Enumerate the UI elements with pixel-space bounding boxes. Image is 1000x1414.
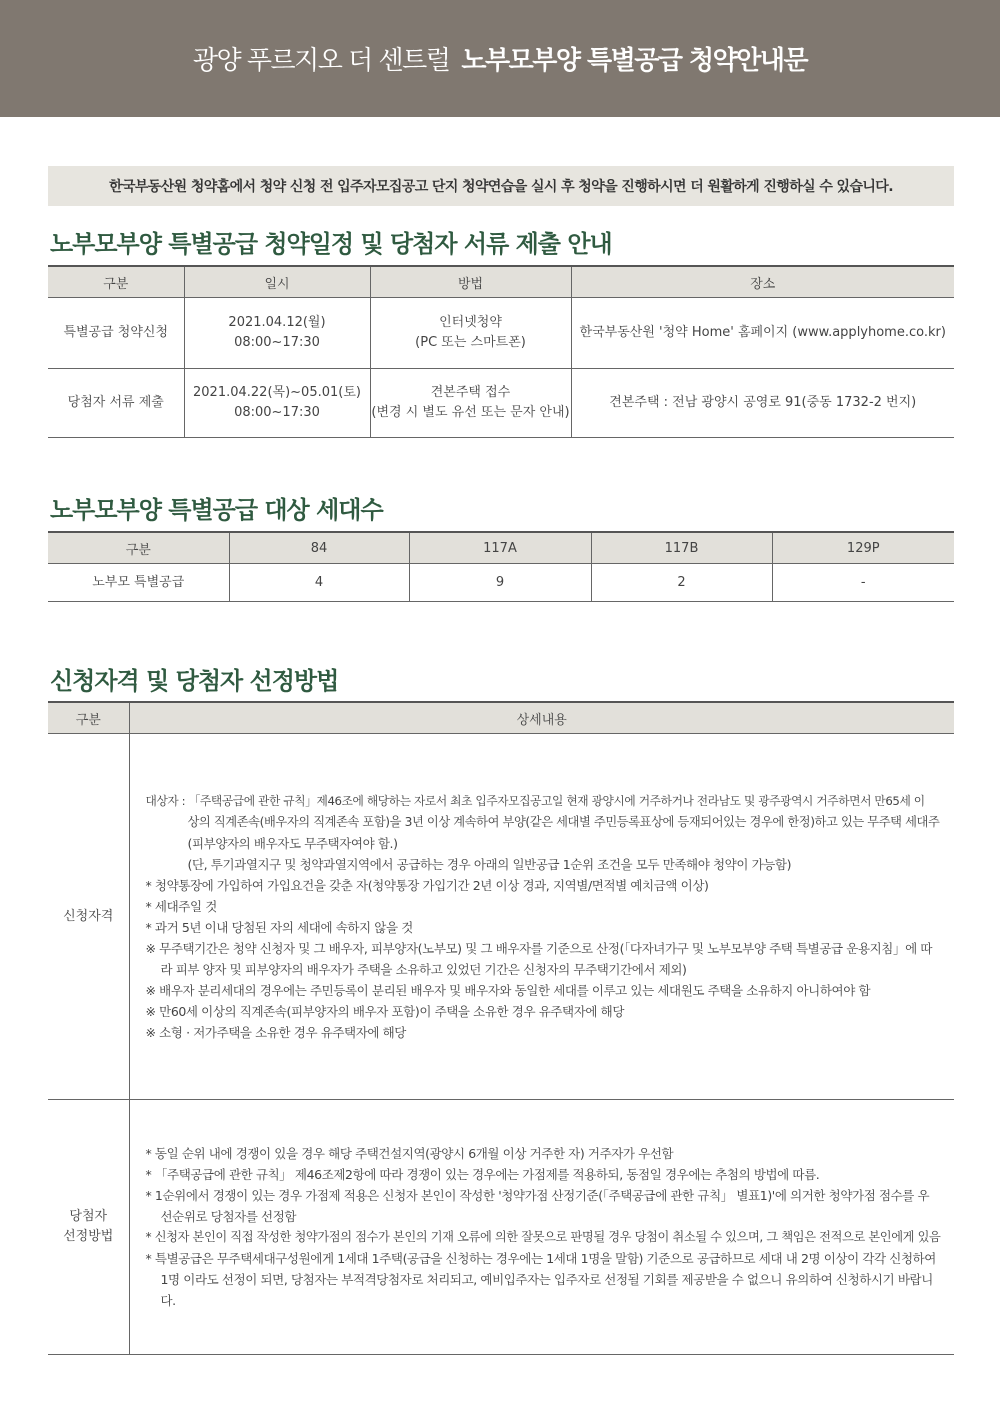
detail-line: ※ 소형 · 저가주택을 소유한 경우 유주택자에 해당 — [145, 1024, 406, 1040]
cell-value: - — [772, 564, 954, 602]
row-category: 당첨자 서류 제출 — [48, 369, 184, 438]
table-row — [48, 564, 954, 602]
header-title-normal: 광양 푸르지오 더 센트럴 — [192, 46, 450, 76]
date-line: 2021.04.22(목)~05.01(토) — [193, 385, 361, 400]
row-place: 한국부동산원 '청약 Home' 홈페이지 (www.applyhome.co.kr) — [571, 298, 954, 369]
detail-line: * 동일 순위 내에 경쟁이 있을 경우 해당 주택건설지역(광양시 6개월 이상 거주한 자) 거주자가 우선함 — [145, 1146, 674, 1161]
col-header: 구분 — [48, 532, 229, 564]
detail-line: (단, 투기과열지구 및 청약과열지역에서 공급하는 경우 아래의 일반공급 1순위 조건을 모두 만족해야 청약이 가능함) — [187, 856, 792, 872]
row-date — [184, 298, 370, 369]
detail-line: (피부양자의 배우자도 무주택자여야 함.) — [187, 835, 398, 851]
detail-line: * 1순위에서 경쟁이 있는 경우 가점제 적용은 신청자 본인이 작성한 '청약가점 산정기준(「주택공급에 관한 규칙」 별표1)'에 의거한 청약가점 점수를 우선순위로 당첨자를 선정함 — [145, 1188, 930, 1224]
col-header: 구분 — [48, 702, 129, 734]
row-label: 노부모 특별공급 — [48, 564, 229, 602]
row-method — [370, 369, 571, 438]
cell-value: 2 — [591, 564, 772, 602]
method-line: 견본주택 접수 — [430, 385, 511, 400]
col-header: 일시 — [184, 266, 370, 298]
method-note: (변경 시 별도 유선 또는 문자 안내) — [371, 405, 570, 420]
row-place: 견본주택 : 전남 광양시 공영로 91(중동 1732-2 번지) — [571, 369, 954, 438]
detail-line: * 신청자 본인이 직접 작성한 청약가점의 점수가 본인의 기재 오류에 의한 잘못으로 판명될 경우 당첨이 취소될 수 있으며, 그 책임은 전적으로 본인에게 있음 — [145, 1230, 941, 1244]
row-category: 특별공급 청약신청 — [48, 298, 184, 369]
detail-line: * 청약통장에 가입하여 가입요건을 갖춘 자(청약통장 가입기간 2년 이상 경과, 지역별/면적별 예치금액 이상) — [145, 877, 709, 893]
detail-line: ※ 만60세 이상의 직계존속(피부양자의 배우자 포함)이 주택을 소유한 경우 유주택자에 해당 — [145, 1003, 624, 1019]
detail-line: 상의 직계존속(배우자의 직계존속 포함)을 3년 이상 계속하여 부양(같은 세대별 주민등록표상에 등재되어있는 경우에 한정)하고 있는 무주택 세대주 — [187, 814, 940, 829]
households-title: 노부모부양 특별공급 대상 세대수 — [50, 495, 383, 524]
col-header: 상세내용 — [129, 702, 954, 734]
time-line: 08:00~17:30 — [234, 335, 320, 350]
header-title-bold: 노부모부양 특별공급 청약안내문 — [461, 46, 808, 76]
selection-detail — [129, 1100, 954, 1355]
col-header: 117B — [591, 532, 772, 564]
col-header: 129P — [772, 532, 954, 564]
selection-label — [48, 1100, 129, 1355]
method-line: 인터넷청약 — [439, 315, 502, 330]
selection-label-line: 당첨자 — [69, 1209, 108, 1224]
schedule-title: 노부모부양 특별공급 청약일정 및 당첨자 서류 제출 안내 — [50, 229, 612, 258]
col-header: 장소 — [571, 266, 954, 298]
row-method — [370, 298, 571, 369]
qualification-title: 신청자격 및 당첨자 선정방법 — [50, 666, 339, 695]
method-note: (PC 또는 스마트폰) — [415, 335, 526, 350]
eligibility-label: 신청자격 — [48, 734, 129, 1100]
table-row — [48, 1100, 954, 1355]
schedule-table — [48, 265, 954, 438]
detail-line: * 특별공급은 무주택세대구성원에게 1세대 1주택(공급을 신청하는 경우에는 1세대 1명을 말함) 기준으로 공급하므로 세대 내 2명 이상이 각각 신청하여 1명 이라도 선정이 되면, 당첨자는 부적격당첨자로 처리되고, 예비입주자는 입주자로 선정될 기회를 제공받을 수 없으니 유의하여 신청하시기 바랍니다. — [145, 1251, 936, 1308]
time-line: 08:00~17:30 — [234, 405, 320, 420]
table-row — [48, 298, 954, 369]
col-header: 84 — [229, 532, 409, 564]
detail-line: ※ 배우자 분리세대의 경우에는 주민등록이 분리된 배우자 및 배우자와 동일한 세대를 이루고 있는 세대원도 주택을 소유하지 아니하여야 함 — [145, 982, 871, 998]
table-header-row — [48, 266, 954, 298]
col-header: 117A — [409, 532, 591, 564]
row-date — [184, 369, 370, 438]
households-table — [48, 531, 954, 602]
qualification-table — [48, 701, 954, 1355]
detail-line: * 「주택공급에 관한 규칙」 제46조제2항에 따라 경쟁이 있는 경우에는 가점제를 적용하되, 동점일 경우에는 추첨의 방법에 따름. — [145, 1167, 820, 1182]
table-row — [48, 734, 954, 1100]
table-row — [48, 369, 954, 438]
date-line: 2021.04.12(월) — [228, 315, 326, 330]
detail-line: 대상자 : 「주택공급에 관한 규칙」제46조에 해당하는 자로서 최초 입주자모집공고일 현재 광양시에 거주하거나 전라남도 및 광주광역시 거주하면서 만65세 이 — [145, 793, 925, 808]
table-header-row — [48, 532, 954, 564]
detail-line: * 과거 5년 이내 당첨된 자의 세대에 속하지 않을 것 — [145, 919, 413, 935]
notice-banner: 한국부동산원 청약홈에서 청약 신청 전 입주자모집공고 단지 청약연습을 실시 후 청약을 진행하시면 더 원활하게 진행하실 수 있습니다. — [48, 166, 954, 206]
selection-label-line: 선정방법 — [63, 1229, 114, 1244]
table-header-row — [48, 702, 954, 734]
detail-line: * 세대주일 것 — [145, 898, 217, 914]
detail-line: ※ 무주택기간은 청약 신청자 및 그 배우자, 피부양자(노부모) 및 그 배우자를 기준으로 산정(「다자녀가구 및 노부모부양 주택 특별공급 운용지침」에 따라 피부 양자 및 피부양자의 배우자가 주택을 소유하고 있었던 기간은 신청자의 무주택기간에서 제외) — [145, 940, 933, 977]
col-header: 구분 — [48, 266, 184, 298]
cell-value: 4 — [229, 564, 409, 602]
col-header: 방법 — [370, 266, 571, 298]
cell-value: 9 — [409, 564, 591, 602]
eligibility-detail — [129, 734, 954, 1100]
page-header — [0, 0, 1000, 117]
